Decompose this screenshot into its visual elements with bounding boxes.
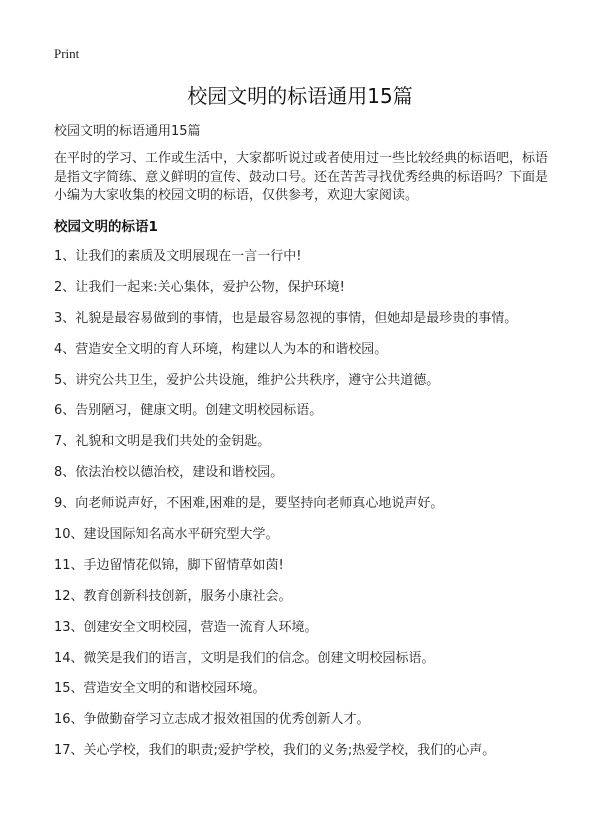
print-link[interactable]: Print — [54, 46, 80, 61]
slogan-item: 9、向老师说声好，不困难,困难的是，要坚持向老师真心地说声好。 — [54, 496, 444, 512]
slogan-item: 2、让我们一起来:关心集体，爱护公物，保护环境! — [54, 279, 345, 295]
slogan-item: 17、关心学校，我们的职责;爱护学校，我们的义务;热爱学校，我们的心声。 — [54, 743, 496, 759]
slogan-item: 8、依法治校以德治校，建设和谐校园。 — [54, 465, 284, 481]
slogan-item: 5、讲究公共卫生，爱护公共设施，维护公共秩序，遵守公共道德。 — [54, 372, 440, 388]
slogan-item: 1、让我们的素质及文明展现在一言一行中! — [54, 249, 302, 264]
slogan-item: 11、手边留情花似锦，脚下留情草如茵! — [54, 557, 284, 573]
slogan-item: 3、礼貌是最容易做到的事情，也是最容易忽视的事情，但她却是最珍贵的事情。 — [54, 310, 518, 326]
slogan-item: 4、营造安全文明的育人环境，构建以人为本的和谐校园。 — [54, 341, 388, 357]
slogan-item: 6、告别陋习，健康文明。创建文明校园标语。 — [54, 403, 323, 419]
slogan-item: 10、建设国际知名高水平研究型大学。 — [54, 527, 279, 543]
document-subtitle: 校园文明的标语通用15篇 — [54, 124, 201, 139]
slogan-item: 7、礼貌和文明是我们共处的金钥匙。 — [54, 434, 271, 450]
section-heading: 校园文明的标语1 — [54, 219, 158, 235]
slogan-item: 16、争做勤奋学习立志成才报效祖国的优秀创新人才。 — [54, 712, 370, 728]
slogan-item: 12、教育创新科技创新，服务小康社会。 — [54, 588, 292, 604]
slogan-list — [54, 248, 574, 773]
slogan-item: 14、微笑是我们的语言，文明是我们的信念。创建文明校园标语。 — [54, 650, 435, 666]
slogan-item: 13、创建安全文明校园，营造一流育人环境。 — [54, 619, 318, 635]
slogan-item: 15、营造安全文明的和谐校园环境。 — [54, 681, 266, 697]
page-title: 校园文明的标语通用15篇 — [187, 84, 413, 108]
intro-paragraph: 在平时的学习、工作或生活中，大家都听说过或者使用过一些比较经典的标语吧，标语是指文字简练、意义鲜明的宣传、鼓动口号。还在苦苦寻找优秀经典的标语吗？下面是小编为大家收集的校园文明的标语，仅供参考，欢迎大家阅读。 — [54, 151, 549, 203]
